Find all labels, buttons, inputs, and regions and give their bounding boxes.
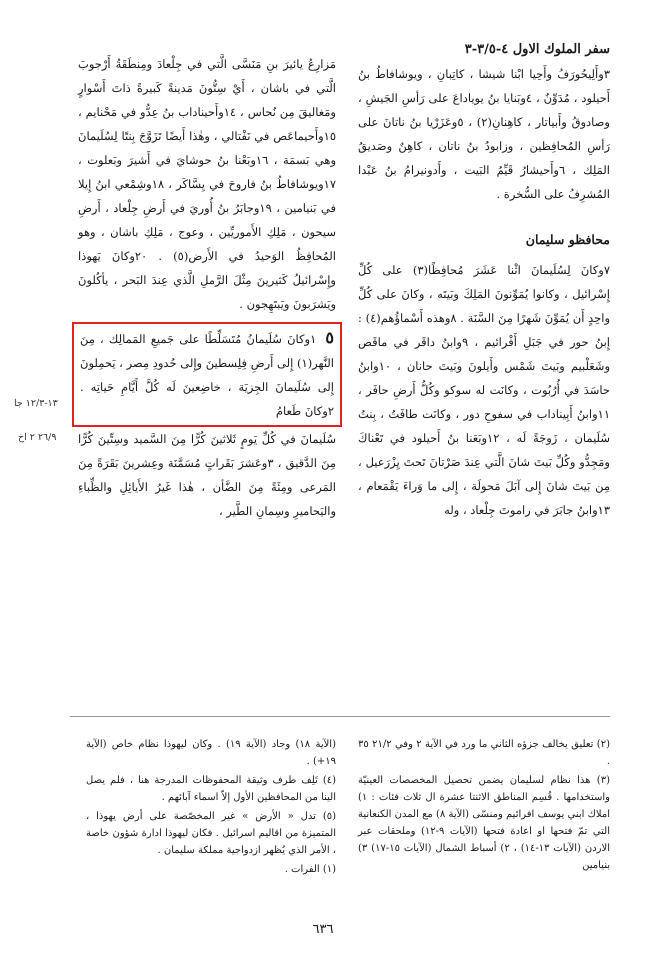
right-column bbox=[358, 62, 610, 522]
page-number: ٦٣٦ bbox=[312, 922, 334, 937]
margin-cross-reference: ١٣-١٢/٣ جا bbox=[14, 398, 58, 409]
footnote: (١) الفرات . bbox=[284, 864, 336, 875]
footnote: (٣) هذا نظام لسليمان يضمن تحصيل المخصصات العينيّة واستخدامها . قُسِم المناطق الاثنتا عشرة ال ثلاث فئات : ١) املاك ابني يوسف افرائيم ومنسّى (الآية ٨) مع المدن الكنعانية التي تمّ فتحها او اعادة فتحها (الآيات ٩-١٢) وملحقات عبر الاردن (الآيات ١٣-١٤) ، ٢) أسباط الشمال (الآيات ١٥-١٧) ٣) بنيامين bbox=[358, 775, 611, 871]
section-subheading: محافظو سليمان bbox=[525, 232, 610, 247]
verses-7-13-paragraph: ٧وكانَ لِسُلَيمانَ اثْنا عَشَرَ مُحافِظًا(٣) على كُلِّ إِسْرائيل ، وكانوا يُمَوِّنونَ المَلِكَ وبَيتَه ، وكانَ على كُلِّ واحِدٍ أَن يُمَوِّنَ شَهرًا مِنَ السَّنَة . ٨وهذه أَسْماؤُهم(٤) : إِبنُ حور في جَبَلِ أَفْرائيم ، ٩وابنُ داقَر في ماقَص وشَعَلْبيم وبَيتَ شَمْس وأَيلونَ وبَيتَ حانان ، ١٠وابنُ حاسَدَ في أُرُبُوت ، وكانَت له سوكو وكُلُّ أَرضِ حافَر ، ١١وابنُ أَبِيناداب في سفوحِ دور ، وكانَت طافَتُ ، بِنتُ سُلَيمان ، زَوجَةً لَه ، ١٢وبَعَنا بنُ أَحيلود في تَعْناكَ ومَجِدُّو وكُلِّ بَيتَ شانَ الَّتي عِندَ صَرْتانَ تَحتَ يِزْرَعيل ، مِن بَيتَ شانَ إِلى آبَلَ مَحولَة ، إِلى ما وَراءَ يَقْمَعام ، ١٣وابنُ جابَرَ في راموتَ جِلْعاد ، وله bbox=[358, 263, 610, 517]
highlighted-passage-box bbox=[72, 322, 342, 427]
footnote: (٢) تعليق يخالف جزؤه الثاني ما ورد في الآية ٢ وفي ٢١/٢ ٣٥ . bbox=[358, 739, 610, 767]
chapter-5-verses-paragraph: سُلَيمانَ في كُلِّ يَومٍ ثَلاثينَ كُرًّا مِنَ السَّميد وسِتِّينَ كُرًّا مِنَ الدَّقيق ، ٣وعَشرَ بَقَراتٍ مُسَمَّنَة وعِشرينَ بَقَرَةً مِنَ المَرعى ومِئَةً مِنَ الضَّأن ، هٰذا غَيرُ الأَيائِلِ والظِّباءِ واليَحاميرِ وسِمانِ الطَّير ، bbox=[78, 432, 336, 518]
left-column bbox=[78, 52, 336, 523]
footnotes-right-column bbox=[358, 736, 610, 876]
footnote: (٥) تدل « الأرض » غير المخصّصة على أرض يهوذا ، المتميزة من اقاليم اسرائيل . فكان ليهوذا ادارة شؤون خاصة ، الأمر الذي يُظهر ازدواجية مملكة سليمان . bbox=[86, 811, 336, 856]
running-header: سفر الملوك الاول ٤-٣/٥-٣ bbox=[464, 42, 610, 57]
verses-3-6-paragraph: ٣وأَلِيحُورَفُ وأَحِيا ابْنا شيشا ، كاتِبانِ ، ويوشافاطُ بنُ أَحيلود ، مُدَوِّنٌ ، ٤وبَنايا بنُ يوياداعَ على رَأسِ الجَيشِ ، وصادوقُ وأَبياتار ، كاهِنانِ(٢) ، ٥وعَزَرْيا بنُ ناتانَ على رَأسِ المُحافِظين ، وزابودُ بنُ ناتان ، كاهِنٌ وصَديقُ المَلِك ، ٦وأَحيشارُ قَيِّمُ البَيت ، وأَدونيرامُ بنُ عَبْدا المُشرِفُ على السُّخرة . bbox=[358, 67, 610, 201]
highlighted-passage-text: ١وكانَ سُلَيمانُ مُتَسَلِّطًا على جَميعِ المَمالِك ، مِنَ النَّهر(١) إِلى أَرضِ فِلِسطينَ وإِلى حُدودِ مِصر ، يَحمِلونَ إِلى سُلَيمانَ الجِزيَة ، خاضِعينَ لَه كُلَّ أَيَّامِ حَياتِه . ٢وكانَ طَعامُ bbox=[80, 332, 334, 418]
chapter-number: ٥ bbox=[325, 328, 335, 347]
footnote: (الآية ١٨) وجاد (الآية ١٩) . وكان ليهوذا نظام خاص (الآية ١٩+) . bbox=[86, 739, 336, 767]
margin-cross-reference: ٢٦/٩ ٢ اخ bbox=[18, 432, 57, 443]
verses-13-20-paragraph: مَزارِعُ يائيرَ بنِ مَنَسَّى الَّتي في جِلْعادَ ومِنطَقَةُ أَرْجوبَ الَّتي في باشان ، أَيْ سِتُّونَ مَدينةً كَبيرةً ذاتَ أَسْوارٍ ومَغاليقَ مِن نُحاس ، ١٤وأَحيناداب بنُ عِدُّو في مَحْنايم ، ١٥وأَحيماعَص في نَفْتالي ، وهٰذا أَيضًا تَزَوَّجَ بِنتًا لِسُلَيمانَ وهي بَسمَة ، ١٦وبَعْنا بنُ حوشايَ في أَشيرَ وبَعلوت ، ١٧ويوشافاطُ بنُ فاروحَ في يِسَّاكَر ، ١٨وشِمْعي ابنُ إِيلا في بَنيامين ، ١٩وجابَرُ بنُ أُوريَ في أَرضِ جِلْعاد ، أَرضِ سيحون ، مَلِكِ الأَموريِّين ، وعوج ، مَلِكِ باشان ، وهو المُحافِظُ الوَحيدُ في الأَرض(٥) . ٢٠وكانَ يَهوذا وإِسْرائيلُ كَثيرينَ مِثْلَ الرَّملِ الَّذي عِندَ البَحر ، يأكُلونَ ويَشرَبونَ ويَبتَهِجون . bbox=[78, 57, 337, 311]
footnotes-left-column bbox=[86, 736, 336, 880]
footnote: (٤) تَلِف طرف وثيقة المحفوظات المدرجة هنا ، فلم يصل الينا من المحافظين الأول إلاّ اسماء آبائهم . bbox=[86, 775, 336, 803]
footnote-divider bbox=[70, 716, 610, 717]
